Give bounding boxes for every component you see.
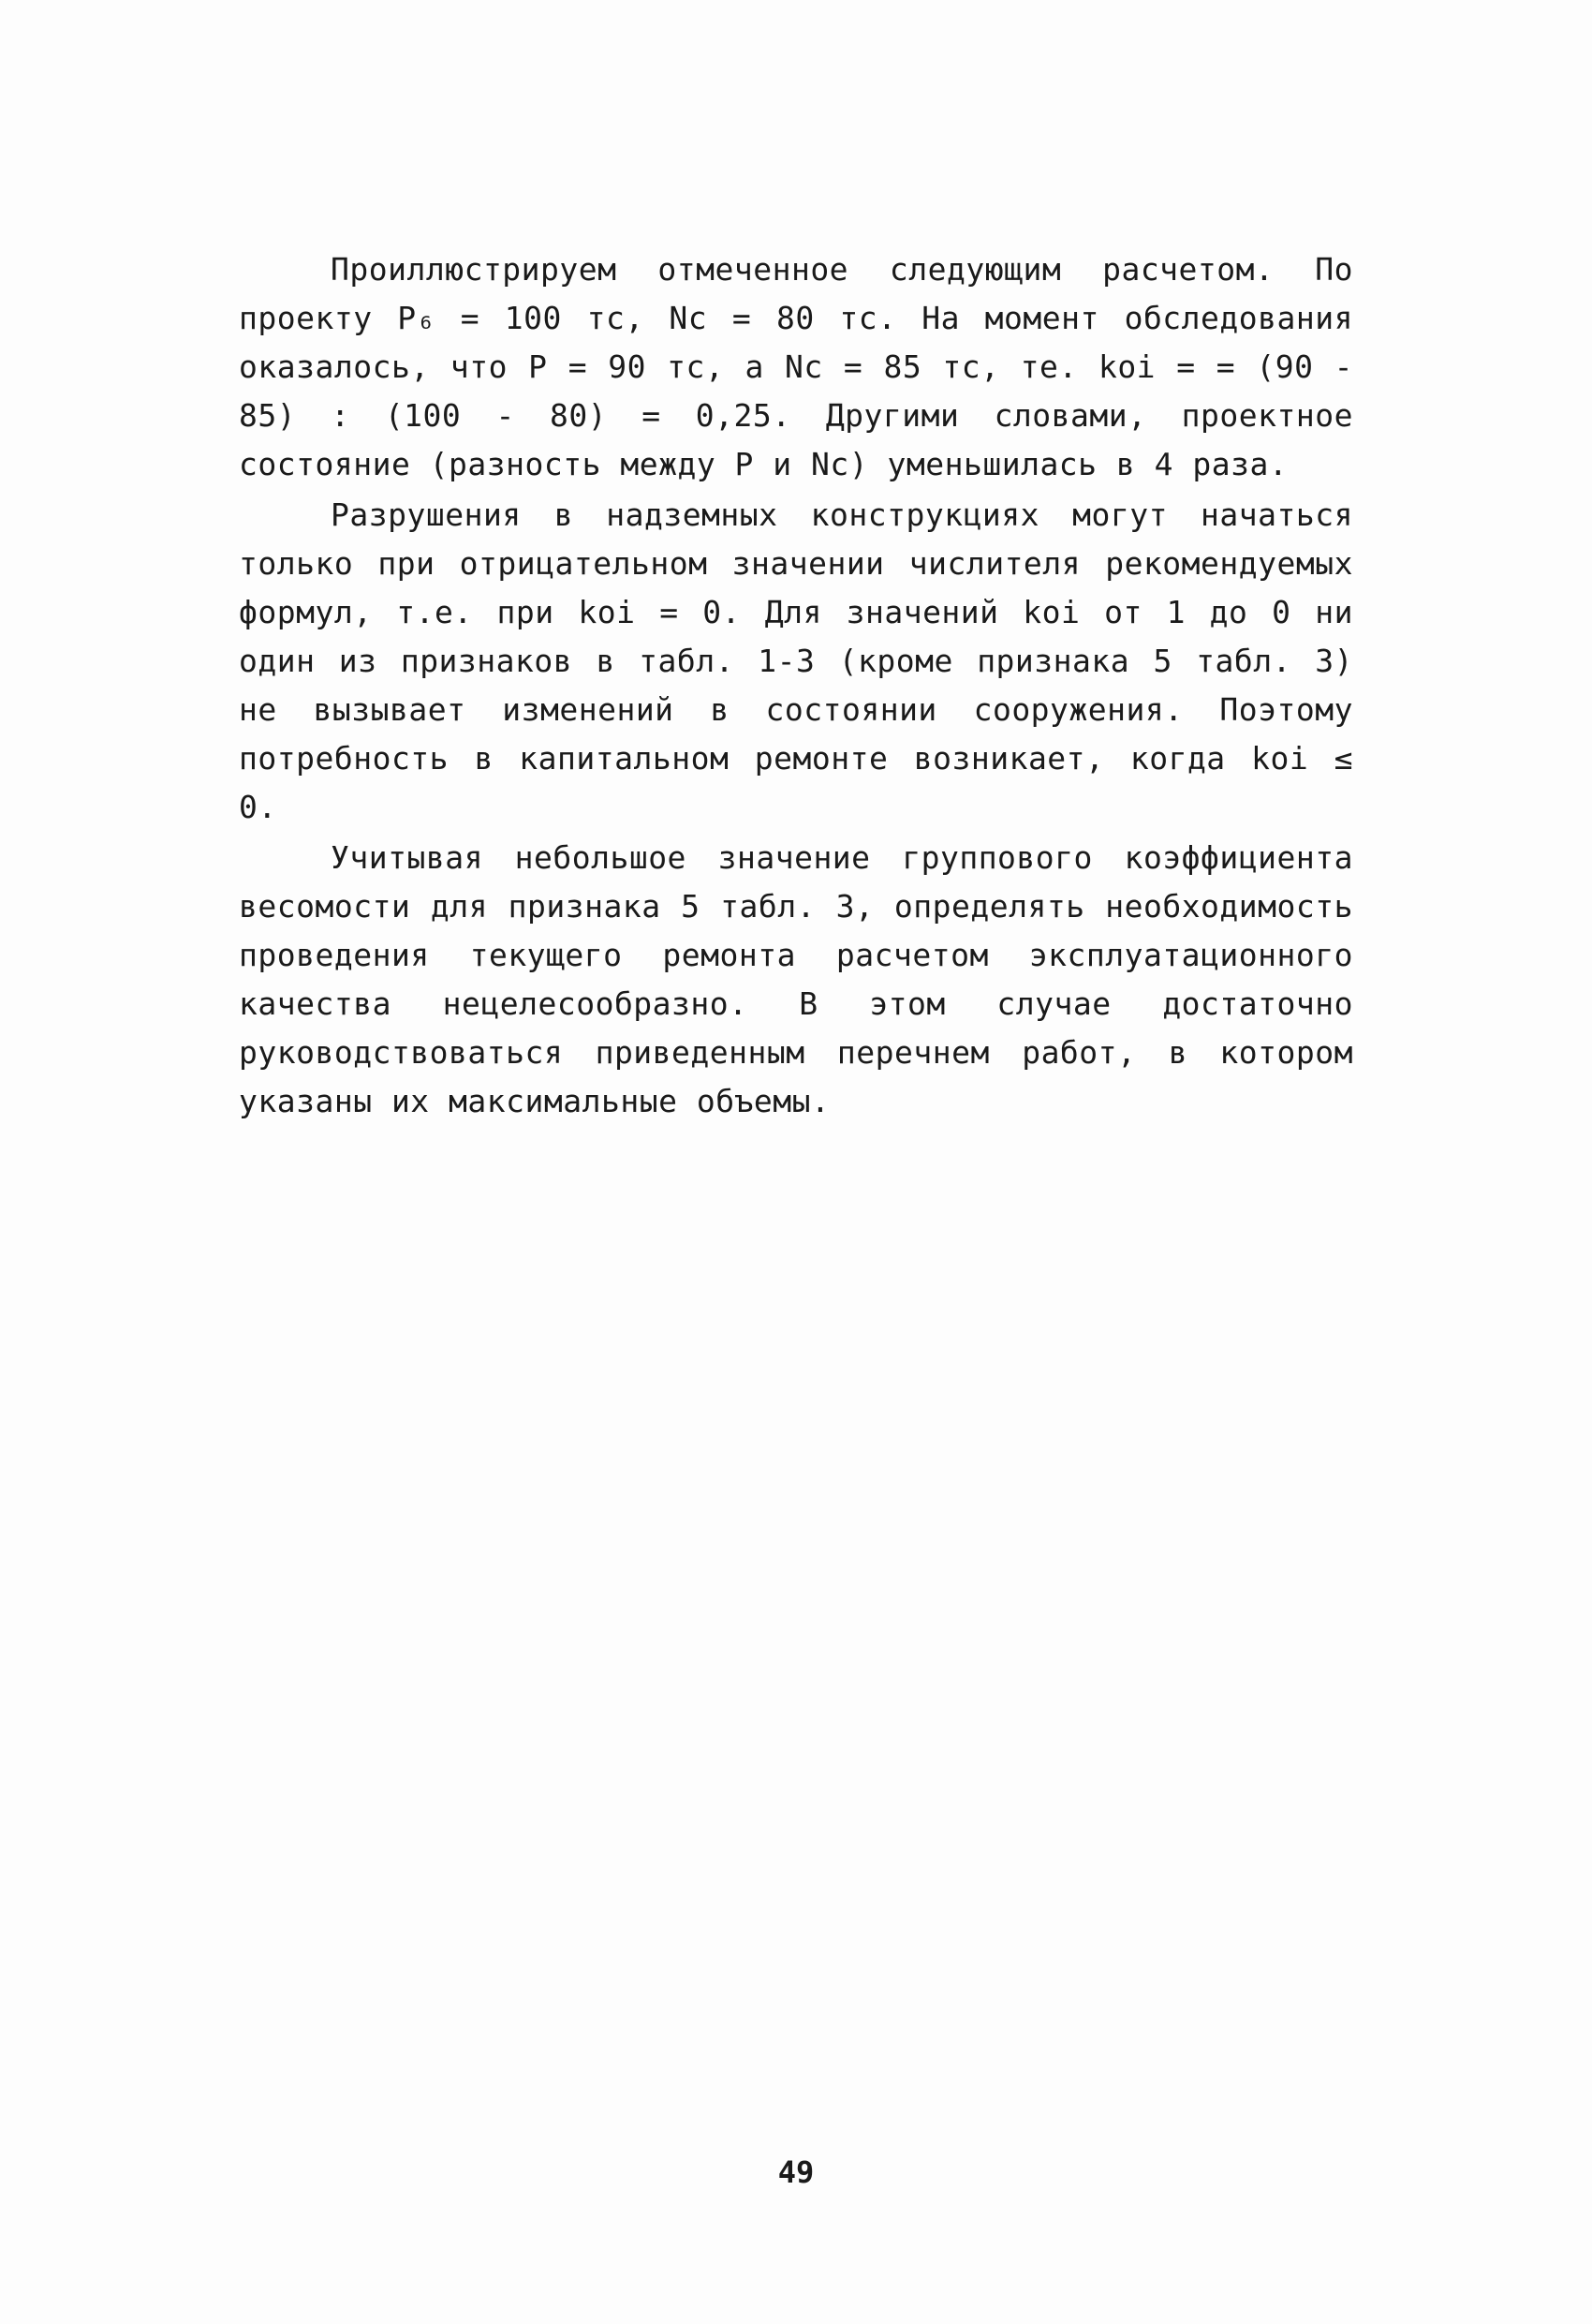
paragraph-3: Учитывая небольшое значение группового коэффициента весомости для признака 5 табл. 3, определять необходимость проведения текущего ремонта расчетом эксплуатационного качества нецелесообразно. В этом случае достаточно руководствоваться приведенным перечнем работ, в котором указаны их максимальные объемы.: [239, 839, 1353, 1119]
body-text: [239, 245, 1353, 1128]
page-number: 49: [777, 2154, 815, 2190]
paragraph-2: Разрушения в надземных конструкциях могут начаться только при отрицательном значении числителя рекомендуемых формул, т.е. при kоi = 0. Для значений kоi от 1 до 0 ни один из признаков в табл. 1-3 (кроме признака 5 табл. 3) не вызывает изменений в состоянии сооружения. Поэтому потребность в капитальном ремонте возникает, когда kоi ≤ 0.: [239, 496, 1353, 825]
paragraph-1: Проиллюстрируем отмеченное следующим расчетом. По проекту P₆ = 100 тс, Nc = 80 тс. На момент обследования оказалось, что P = 90 тс, а Nc = 85 тс, те. kоi = = (90 - 85) : (100 - 80) = 0,25. Другими словами, проектное состояние (разность между P и Nc) уменьшилась в 4 раза.: [239, 251, 1353, 482]
